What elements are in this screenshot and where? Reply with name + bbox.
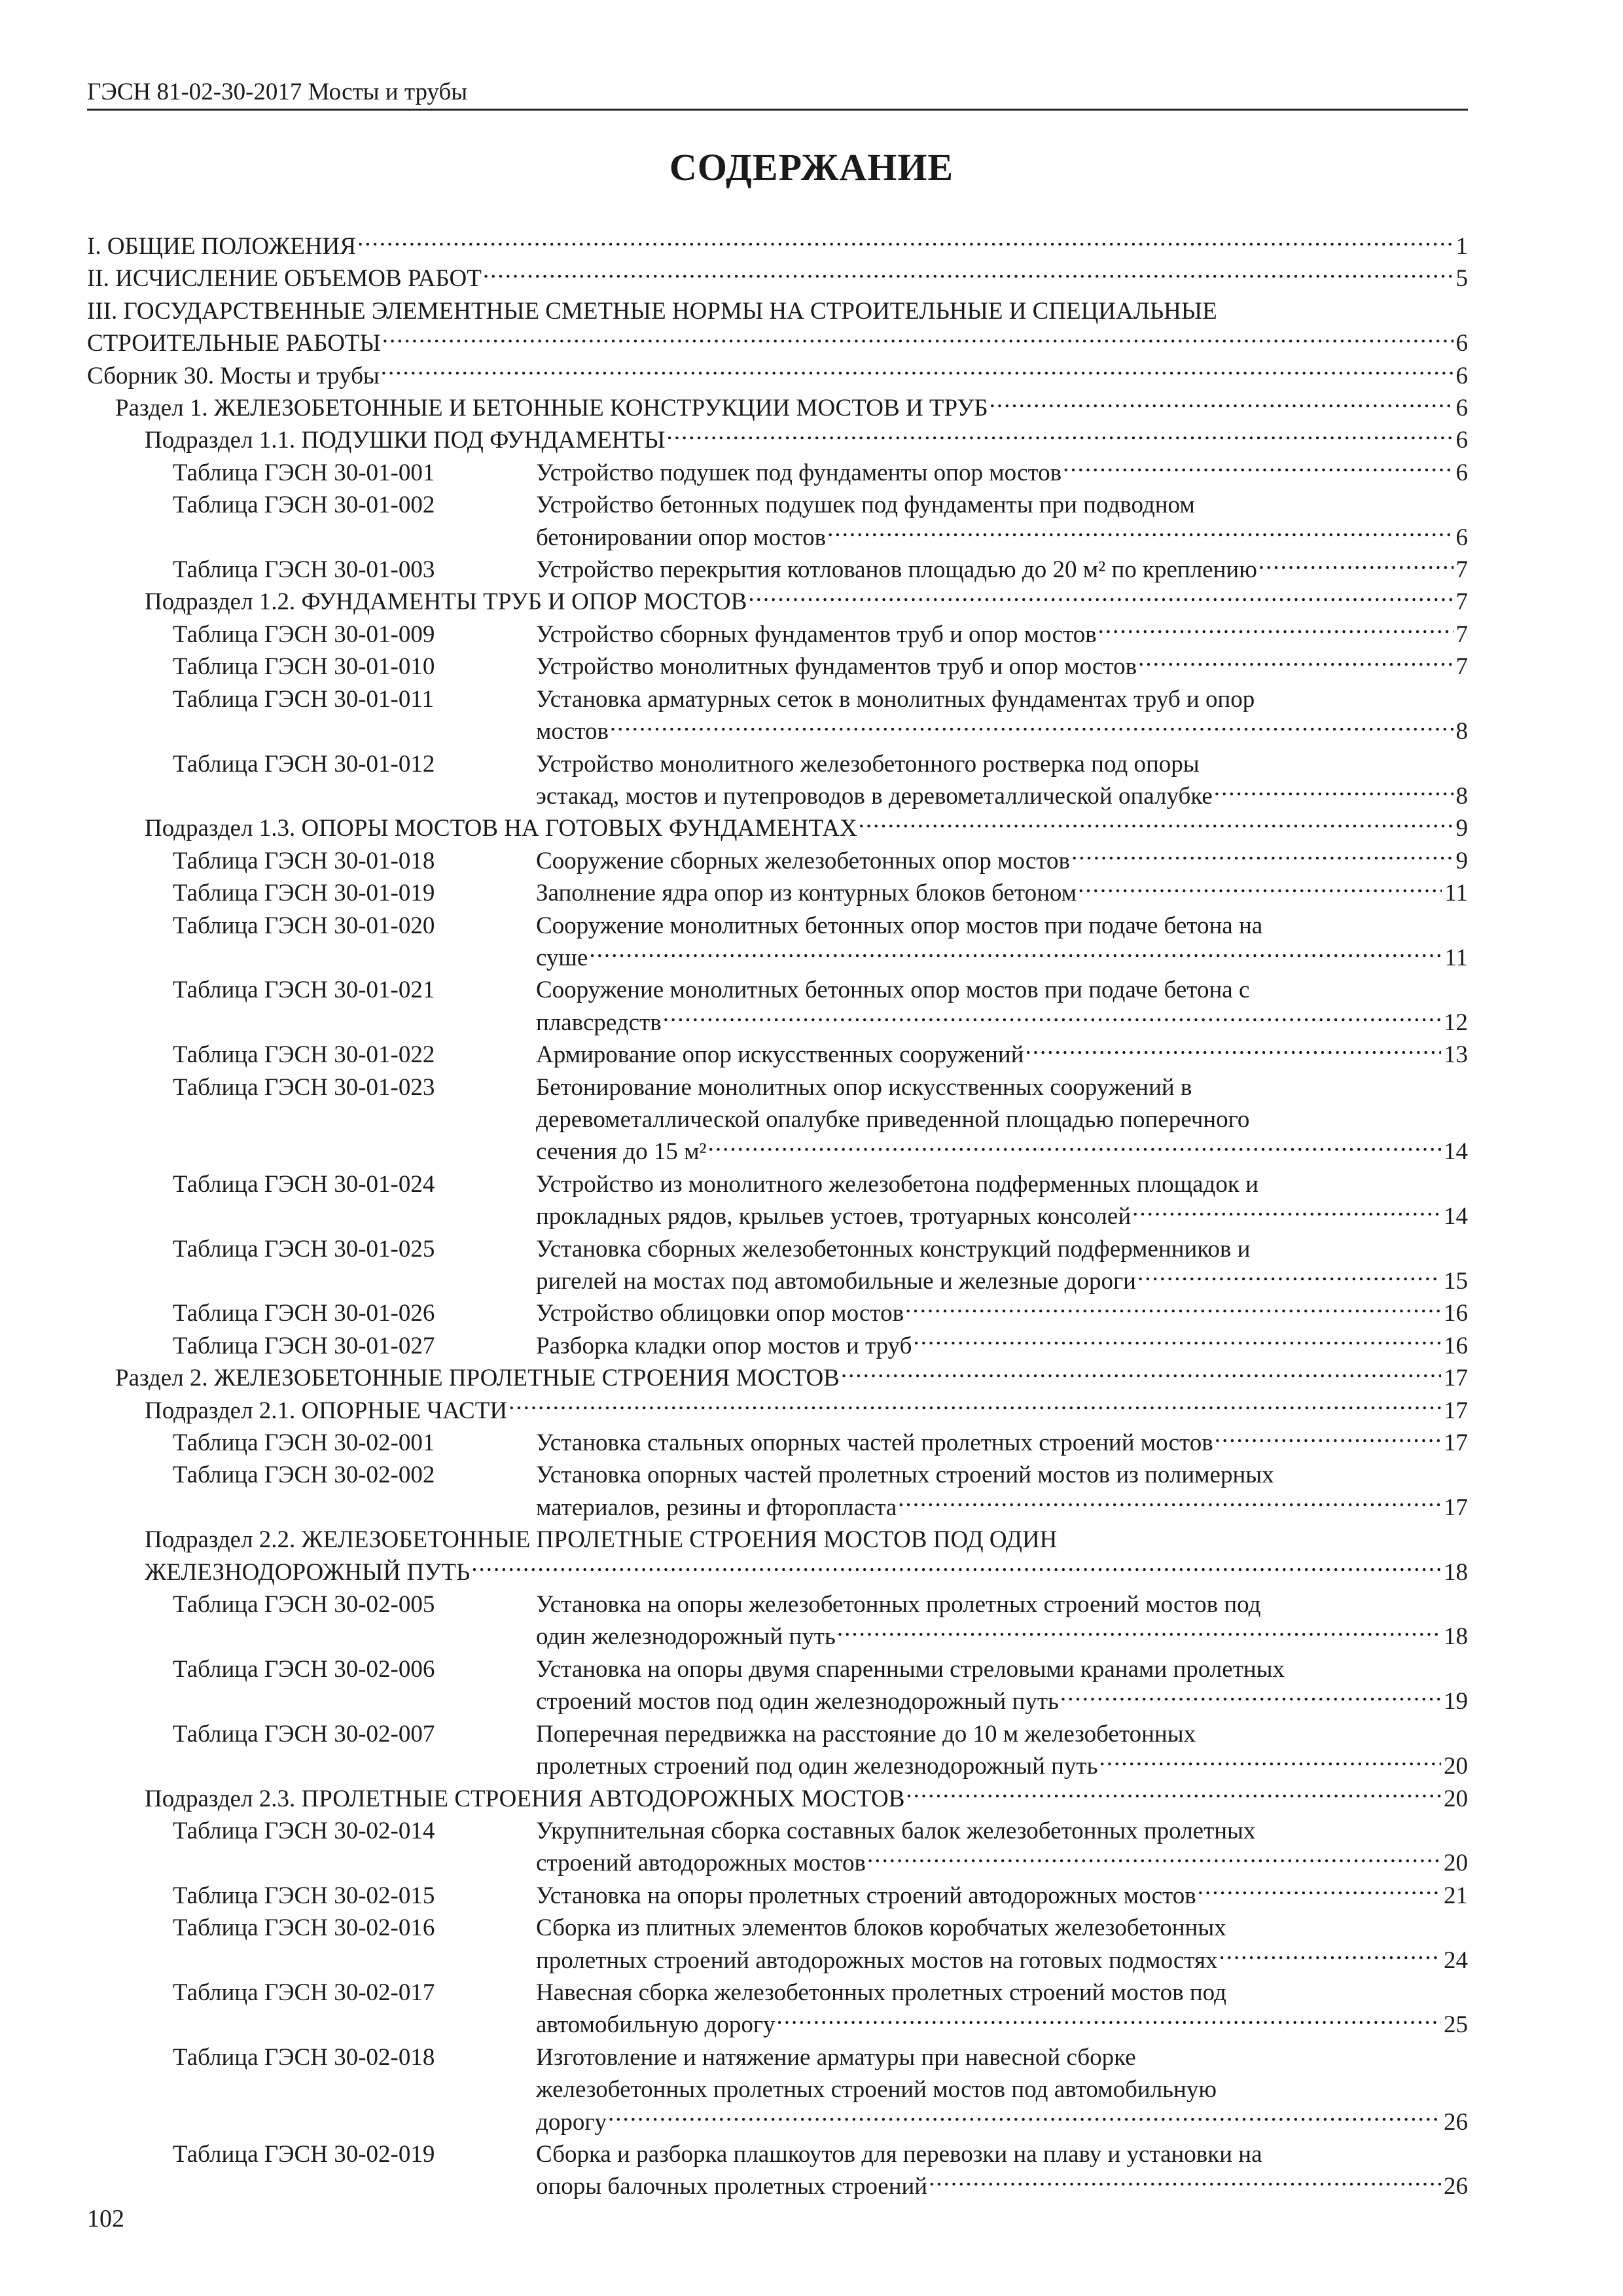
toc-entry-text: Установка опорных частей пролетных строений мостов из полимерных — [536, 1462, 1274, 1489]
toc-page-number: 11 — [1444, 880, 1468, 907]
toc-entry — [87, 2073, 1468, 2106]
toc-table-code: Таблица ГЭСН 30-01-001 — [173, 459, 435, 486]
dot-leader — [776, 2013, 1441, 2032]
toc-entry — [87, 1685, 1468, 1717]
toc-entry — [87, 360, 1468, 392]
toc-entry — [87, 1621, 1468, 1653]
toc-entry — [87, 1233, 1468, 1265]
dot-leader — [1213, 1431, 1441, 1450]
dot-leader — [904, 1787, 1441, 1806]
toc-entry-text: Укрупнительная сборка составных балок железобетонных пролетных — [536, 1817, 1256, 1844]
toc-page-number: 14 — [1444, 1138, 1468, 1166]
dot-leader — [1097, 1754, 1441, 1774]
toc-entry-text: деревометаллической опалубке приведенной площадью поперечного — [536, 1105, 1250, 1133]
toc-table-code: Таблица ГЭСН 30-01-023 — [173, 1073, 435, 1101]
toc-entry — [87, 1039, 1468, 1071]
toc-page-number: 6 — [1455, 395, 1468, 422]
toc-entry-text: Сборник 30. Мосты и трубы — [87, 362, 380, 389]
toc-page-number: 11 — [1444, 944, 1468, 971]
dot-leader — [1137, 655, 1453, 674]
toc-entry — [87, 1653, 1468, 1685]
toc-table-code: Таблица ГЭСН 30-02-005 — [173, 1591, 435, 1619]
toc-entry — [87, 845, 1468, 877]
dot-leader — [1213, 784, 1454, 804]
running-header: ГЭСН 81-02-30-2017 Мосты и трубы — [87, 77, 1468, 111]
toc-entry-text: Разборка кладки опор мостов и труб — [536, 1332, 912, 1359]
toc-entry — [87, 2138, 1468, 2170]
toc-entry — [87, 942, 1468, 974]
dot-leader — [988, 396, 1454, 416]
toc-page-number: 6 — [1455, 330, 1468, 357]
dot-leader — [609, 719, 1454, 739]
toc-page-number: 6 — [1455, 427, 1468, 454]
dot-leader — [1061, 461, 1453, 480]
dot-leader — [747, 590, 1453, 609]
toc-table-code: Таблица ГЭСН 30-01-020 — [173, 912, 435, 939]
toc-entry-text: Заполнение ядра опор из контурных блоков бетоном — [536, 880, 1077, 907]
toc-entry-text: Бетонирование монолитных опор искусственных сооружений в — [536, 1073, 1192, 1101]
dot-leader — [482, 266, 1454, 286]
toc-entry — [87, 1750, 1468, 1782]
dot-leader — [665, 428, 1453, 448]
toc-entry — [87, 1524, 1468, 1556]
toc-entry — [87, 715, 1468, 747]
toc-entry — [87, 877, 1468, 909]
toc-entry — [87, 1265, 1468, 1297]
toc-table-code: Таблица ГЭСН 30-02-016 — [173, 1914, 435, 1942]
toc-entry-text: Подраздел 1.3. ОПОРЫ МОСТОВ НА ГОТОВЫХ ФУНДАМЕНТАХ — [145, 815, 857, 842]
dot-leader — [1136, 1269, 1441, 1289]
toc-entry-text: Навесная сборка железобетонных пролетных строений мостов под — [536, 1979, 1226, 2006]
toc-page-number: 8 — [1455, 718, 1468, 745]
toc-entry — [87, 1330, 1468, 1362]
toc-entry — [87, 1103, 1468, 1136]
toc-page-number: 1 — [1455, 233, 1468, 260]
toc-entry — [87, 457, 1468, 489]
toc-entry-text: Изготовление и натяжение арматуры при навесной сборке — [536, 2043, 1136, 2071]
toc-table-code: Таблица ГЭСН 30-01-024 — [173, 1170, 435, 1198]
toc-entry — [87, 424, 1468, 456]
dot-leader — [1131, 1204, 1441, 1224]
toc-page-number: 9 — [1455, 847, 1468, 874]
dot-leader — [1257, 558, 1454, 577]
toc-entry — [87, 651, 1468, 683]
toc-entry — [87, 1071, 1468, 1103]
toc-entry-text: строений автодорожных мостов — [536, 1850, 866, 1877]
toc-entry — [87, 262, 1468, 295]
toc-page-number: 18 — [1444, 1623, 1468, 1651]
toc-table-code: Таблица ГЭСН 30-01-002 — [173, 492, 435, 519]
toc-entry-text: Установка стальных опорных частей пролетных строений мостов — [536, 1429, 1213, 1457]
dot-leader — [1024, 1043, 1441, 1062]
toc-entry-text: Устройство из монолитного железобетона подферменных площадок и — [536, 1170, 1258, 1198]
toc-entry — [87, 1168, 1468, 1200]
toc-entry — [87, 230, 1468, 262]
toc-entry — [87, 1847, 1468, 1879]
dot-leader — [588, 946, 1442, 965]
toc-page-number: 20 — [1444, 1850, 1468, 1877]
toc-page-number: 7 — [1455, 653, 1468, 681]
toc-entry-text: опоры балочных пролетных строений — [536, 2173, 928, 2200]
toc-entry — [87, 1718, 1468, 1750]
toc-entry — [87, 1880, 1468, 1912]
toc-page-number: 7 — [1455, 556, 1468, 584]
toc-entry — [87, 1556, 1468, 1588]
toc-entry-text: Устройство перекрытия котлованов площадью до 20 м² по креплению — [536, 556, 1257, 584]
toc-entry-text: мостов — [536, 718, 609, 745]
toc-page-number: 19 — [1444, 1688, 1468, 1715]
toc-entry — [87, 1362, 1468, 1394]
toc-entry-text: Устройство подушек под фундаменты опор мостов — [536, 459, 1062, 486]
toc-entry — [87, 586, 1468, 618]
dot-leader — [356, 234, 1453, 254]
toc-page-number: 7 — [1455, 588, 1468, 616]
toc-table-code: Таблица ГЭСН 30-01-026 — [173, 1300, 435, 1327]
toc-table-code: Таблица ГЭСН 30-01-019 — [173, 880, 435, 907]
toc-entry — [87, 1945, 1468, 1977]
toc-entry — [87, 2106, 1468, 2138]
toc-entry-text: СТРОИТЕЛЬНЫЕ РАБОТЫ — [87, 330, 381, 357]
toc-entry — [87, 295, 1468, 327]
dot-leader — [380, 364, 1454, 384]
toc-entry-text: Сборка из плитных элементов блоков коробчатых железобетонных — [536, 1914, 1226, 1942]
toc-entry — [87, 974, 1468, 1006]
toc-table-code: Таблица ГЭСН 30-02-006 — [173, 1655, 435, 1683]
toc-entry-text: Устройство бетонных подушек под фундаменты при подводном — [536, 492, 1195, 519]
dot-leader — [1097, 622, 1454, 642]
toc-page-number: 18 — [1444, 1558, 1468, 1586]
dot-leader — [840, 1366, 1441, 1386]
toc-entry — [87, 1200, 1468, 1232]
toc-table-code: Таблица ГЭСН 30-01-021 — [173, 977, 435, 1004]
toc-table-code: Таблица ГЭСН 30-02-001 — [173, 1429, 435, 1457]
toc-entry-text: эстакад, мостов и путепроводов в деревометаллической опалубке — [536, 782, 1213, 810]
dot-leader — [857, 816, 1454, 836]
table-of-contents — [87, 230, 1468, 2203]
toc-entry — [87, 619, 1468, 651]
toc-entry — [87, 522, 1468, 554]
toc-entry — [87, 2009, 1468, 2041]
toc-entry-text: железобетонных пролетных строений мостов под автомобильную — [536, 2076, 1217, 2104]
toc-entry-text: строений мостов под один железнодорожный путь — [536, 1688, 1059, 1715]
toc-page-number: 13 — [1444, 1041, 1468, 1069]
toc-table-code: Таблица ГЭСН 30-01-009 — [173, 620, 435, 648]
toc-entry-text: пролетных строений под один железнодорожный путь — [536, 1753, 1098, 1780]
toc-page-number: 6 — [1455, 362, 1468, 389]
dot-leader — [1077, 881, 1442, 901]
toc-entry-text: сечения до 15 м² — [536, 1138, 707, 1166]
toc-entry-text: Сооружение монолитных бетонных опор мостов при подаче бетона с — [536, 977, 1250, 1004]
toc-entry-text: Устройство монолитных фундаментов труб и опор мостов — [536, 653, 1137, 681]
toc-entry-text: Сборка и разборка плашкоутов для перевозки на плаву и установки на — [536, 2140, 1262, 2168]
toc-entry-text: Устройство сборных фундаментов труб и опор мостов — [536, 620, 1097, 648]
toc-entry-text: ригелей на мостах под автомобильные и железные дороги — [536, 1268, 1136, 1295]
toc-entry — [87, 812, 1468, 844]
toc-entry-text: Установка арматурных сеток в монолитных фундаментах труб и опор — [536, 685, 1255, 713]
toc-entry-text: Установка сборных железобетонных конструкций подферменников и — [536, 1235, 1251, 1263]
toc-entry — [87, 748, 1468, 780]
toc-entry-text: Раздел 1. ЖЕЛЕЗОБЕТОННЫЕ И БЕТОННЫЕ КОНСТРУКЦИИ МОСТОВ И ТРУБ — [115, 395, 988, 422]
toc-page-number: 21 — [1444, 1882, 1468, 1909]
toc-entry-text: Устройство монолитного железобетонного ростверка под опоры — [536, 750, 1200, 778]
dot-leader — [707, 1139, 1441, 1159]
dot-leader — [607, 2110, 1441, 2130]
toc-table-code: Таблица ГЭСН 30-01-011 — [173, 685, 434, 713]
dot-leader — [836, 1624, 1441, 1644]
toc-entry-text: I. ОБЩИЕ ПОЛОЖЕНИЯ — [87, 233, 357, 260]
toc-page-number: 14 — [1444, 1203, 1468, 1230]
toc-entry — [87, 1297, 1468, 1329]
toc-page-number: 6 — [1455, 524, 1468, 551]
dot-leader — [381, 331, 1454, 351]
dot-leader — [927, 2174, 1441, 2194]
toc-table-code: Таблица ГЭСН 30-02-014 — [173, 1817, 435, 1844]
toc-page-number: 12 — [1444, 1009, 1468, 1036]
toc-page-number: 16 — [1444, 1300, 1468, 1327]
toc-table-code: Таблица ГЭСН 30-01-025 — [173, 1235, 435, 1263]
toc-entry — [87, 1977, 1468, 2009]
toc-entry — [87, 1588, 1468, 1621]
toc-entry-text: Сооружение монолитных бетонных опор мостов при подаче бетона на — [536, 912, 1263, 939]
dot-leader — [1196, 1884, 1441, 1903]
toc-entry-text: Армирование опор искусственных сооружений — [536, 1041, 1024, 1069]
dot-leader — [662, 1011, 1441, 1030]
toc-entry — [87, 1459, 1468, 1491]
toc-entry-text: пролетных строений автодорожных мостов на готовых подмостях — [536, 1946, 1218, 1974]
toc-entry-text: Установка на опоры пролетных строений автодорожных мостов — [536, 1882, 1196, 1909]
dot-leader — [897, 1496, 1441, 1515]
dot-leader — [1070, 849, 1454, 869]
page-title: СОДЕРЖАНИЕ — [669, 146, 954, 188]
toc-page-number: 5 — [1455, 265, 1468, 293]
toc-entry-text: Подраздел 2.3. ПРОЛЕТНЫЕ СТРОЕНИЯ АВТОДОРОЖНЫХ МОСТОВ — [145, 1785, 905, 1812]
toc-entry — [87, 1492, 1468, 1524]
toc-page-number: 20 — [1444, 1753, 1468, 1780]
toc-entry-text: Раздел 2. ЖЕЛЕЗОБЕТОННЫЕ ПРОЛЕТНЫЕ СТРОЕНИЯ МОСТОВ — [115, 1365, 840, 1392]
toc-table-code: Таблица ГЭСН 30-01-003 — [173, 556, 435, 584]
toc-table-code: Таблица ГЭСН 30-01-010 — [173, 653, 435, 681]
toc-page-number: 9 — [1455, 815, 1468, 842]
toc-page-number: 17 — [1444, 1429, 1468, 1457]
toc-entry-text: ЖЕЛЕЗНОДОРОЖНЫЙ ПУТЬ — [145, 1558, 471, 1586]
toc-entry-text: Подраздел 1.2. ФУНДАМЕНТЫ ТРУБ И ОПОР МОСТОВ — [145, 588, 747, 616]
toc-entry — [87, 1815, 1468, 1847]
page-number: 102 — [87, 2205, 124, 2233]
toc-entry — [87, 1007, 1468, 1039]
toc-page-number: 26 — [1444, 2173, 1468, 2200]
toc-entry — [87, 683, 1468, 715]
toc-entry-text: суше — [536, 944, 588, 971]
toc-table-code: Таблица ГЭСН 30-01-012 — [173, 750, 435, 778]
toc-page-number: 20 — [1444, 1785, 1468, 1812]
toc-page-number: 16 — [1444, 1332, 1468, 1359]
toc-table-code: Таблица ГЭСН 30-01-027 — [173, 1332, 435, 1359]
toc-entry-text: один железнодорожный путь — [536, 1623, 836, 1651]
toc-page-number: 17 — [1444, 1365, 1468, 1392]
toc-table-code: Таблица ГЭСН 30-02-002 — [173, 1462, 435, 1489]
toc-entry — [87, 489, 1468, 521]
toc-table-code: Таблица ГЭСН 30-02-015 — [173, 1882, 435, 1909]
dot-leader — [1059, 1689, 1441, 1709]
toc-table-code: Таблица ГЭСН 30-02-017 — [173, 1979, 435, 2006]
toc-page-number: 26 — [1444, 2108, 1468, 2136]
toc-entry-text: Подраздел 2.2. ЖЕЛЕЗОБЕТОННЫЕ ПРОЛЕТНЫЕ СТРОЕНИЯ МОСТОВ ПОД ОДИН — [145, 1526, 1058, 1554]
toc-entry — [87, 1136, 1468, 1168]
toc-entry-text: Устройство облицовки опор мостов — [536, 1300, 904, 1327]
toc-entry-text: Сооружение сборных железобетонных опор мостов — [536, 847, 1070, 874]
toc-entry — [87, 2170, 1468, 2202]
toc-entry-text: плавсредств — [536, 1009, 662, 1036]
toc-entry — [87, 1783, 1468, 1815]
toc-entry — [87, 392, 1468, 424]
toc-entry — [87, 1395, 1468, 1427]
dot-leader — [507, 1399, 1441, 1418]
toc-table-code: Таблица ГЭСН 30-01-018 — [173, 847, 435, 874]
toc-page-number: 17 — [1444, 1494, 1468, 1521]
toc-page-number: 8 — [1455, 782, 1468, 810]
dot-leader — [904, 1301, 1441, 1321]
dot-leader — [866, 1851, 1441, 1871]
dot-leader — [470, 1560, 1441, 1580]
dot-leader — [826, 526, 1453, 545]
toc-page-number: 7 — [1455, 620, 1468, 648]
toc-entry-text: дорогу — [536, 2108, 607, 2136]
toc-entry — [87, 780, 1468, 812]
toc-table-code: Таблица ГЭСН 30-02-007 — [173, 1720, 435, 1748]
toc-entry-text: Поперечная передвижка на расстояние до 10 м железобетонных — [536, 1720, 1196, 1748]
toc-entry-text: прокладных рядов, крыльев устоев, тротуарных консолей — [536, 1203, 1132, 1230]
toc-entry-text: II. ИСЧИСЛЕНИЕ ОБЪЕМОВ РАБОТ — [87, 265, 482, 293]
toc-table-code: Таблица ГЭСН 30-02-018 — [173, 2043, 435, 2071]
toc-entry-text: Установка на опоры железобетонных пролетных строений мостов под — [536, 1591, 1261, 1619]
toc-entry — [87, 327, 1468, 359]
toc-entry-text: Подраздел 2.1. ОПОРНЫЕ ЧАСТИ — [145, 1397, 508, 1424]
toc-page-number: 6 — [1455, 459, 1468, 486]
toc-table-code: Таблица ГЭСН 30-02-019 — [173, 2140, 435, 2168]
toc-page-number: 24 — [1444, 1946, 1468, 1974]
toc-entry — [87, 2041, 1468, 2073]
toc-entry — [87, 910, 1468, 942]
toc-entry-text: материалов, резины и фторопласта — [536, 1494, 897, 1521]
toc-table-code: Таблица ГЭСН 30-01-022 — [173, 1041, 435, 1069]
toc-entry — [87, 1912, 1468, 1944]
toc-entry-text: бетонировании опор мостов — [536, 524, 827, 551]
toc-page-number: 25 — [1444, 2011, 1468, 2039]
toc-page-number: 17 — [1444, 1397, 1468, 1424]
toc-entry — [87, 1427, 1468, 1459]
dot-leader — [1218, 1948, 1442, 1968]
dot-leader — [912, 1334, 1441, 1354]
toc-entry-text: автомобильную дорогу — [536, 2011, 776, 2039]
toc-page-number: 15 — [1444, 1268, 1468, 1295]
toc-entry-text: Установка на опоры двумя спаренными стреловыми кранами пролетных — [536, 1655, 1285, 1683]
toc-entry-text: Подраздел 1.1. ПОДУШКИ ПОД ФУНДАМЕНТЫ — [145, 427, 666, 454]
toc-entry — [87, 554, 1468, 586]
toc-entry-text: III. ГОСУДАРСТВЕННЫЕ ЭЛЕМЕНТНЫЕ СМЕТНЫЕ НОРМЫ НА СТРОИТЕЛЬНЫЕ И СПЕЦИАЛЬНЫЕ — [87, 297, 1217, 325]
